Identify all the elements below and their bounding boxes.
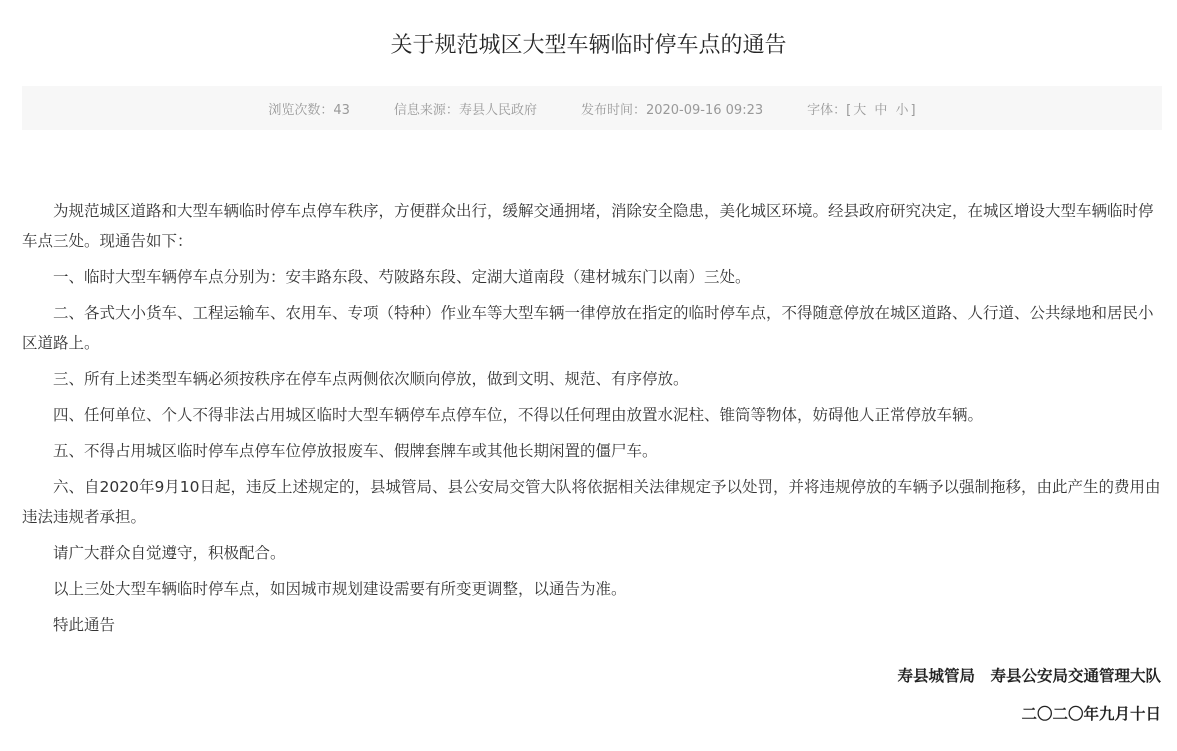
font-large-button[interactable]: 大 <box>853 102 867 118</box>
font-small-button[interactable]: 小 <box>895 102 909 118</box>
paragraph-intro: 为规范城区道路和大型车辆临时停车点停车秩序，方便群众出行，缓解交通拥堵，消除安全隐患，美化城区环境。经县政府研究决定，在城区增设大型车辆临时停车点三处。现通告如下： <box>22 202 1154 250</box>
view-count-value: 43 <box>333 102 350 118</box>
paragraph-closing: 特此通告 <box>53 616 116 634</box>
info-source-value: 寿县人民政府 <box>458 102 537 118</box>
paragraph-item-6: 六、自2020年9月10日起，违反上述规定的，县城管局、县公安局交管大队将依据相关法律规定予以处罚，并将违规停放的车辆予以强制拖移，由此产生的费用由违法违规者承担。 <box>22 478 1161 526</box>
font-size-switcher <box>807 99 916 118</box>
paragraph-note: 以上三处大型车辆临时停车点，如因城市规划建设需要有所变更调整，以通告为准。 <box>53 580 627 598</box>
info-source <box>394 99 537 118</box>
font-medium-button[interactable]: 中 <box>874 102 888 118</box>
font-size-label: 字体： <box>807 102 847 118</box>
font-bracket-close: ] <box>910 102 916 118</box>
view-count <box>268 99 350 118</box>
paragraph-item-3: 三、所有上述类型车辆必须按秩序在停车点两侧依次顺向停放，做到文明、规范、有序停放。 <box>53 370 689 388</box>
font-bracket-open: [ <box>846 102 852 118</box>
signature-issuers: 寿县城管局 寿县公安局交通管理大队 <box>897 667 1161 685</box>
paragraph-item-1: 一、临时大型车辆停车点分别为：安丰路东段、芍陂路东段、定湖大道南段（建材城东门以南）三处。 <box>53 268 751 286</box>
paragraph-appeal: 请广大群众自觉遵守，积极配合。 <box>53 544 286 562</box>
article-title: 关于规范城区大型车辆临时停车点的通告 <box>390 33 787 58</box>
view-count-label: 浏览次数： <box>268 102 334 118</box>
publish-time-label: 发布时间： <box>580 102 646 118</box>
info-source-label: 信息来源： <box>393 102 459 118</box>
article-meta-bar <box>22 86 1162 130</box>
paragraph-item-4: 四、任何单位、个人不得非法占用城区临时大型车辆停车点停车位，不得以任何理由放置水泥柱、锥筒等物体，妨碍他人正常停放车辆。 <box>53 406 984 424</box>
publish-time-value: 2020-09-16 09:23 <box>645 102 764 118</box>
publish-time <box>581 99 763 118</box>
paragraph-item-5: 五、不得占用城区临时停车点停车位停放报废车、假牌套牌车或其他长期闲置的僵尸车。 <box>53 442 658 460</box>
article-body <box>22 196 1162 646</box>
signature-date: 二〇二〇年九月十日 <box>1021 705 1161 723</box>
paragraph-item-2: 二、各式大小货车、工程运输车、农用车、专项（特种）作业车等大型车辆一律停放在指定的临时停车点，不得随意停放在城区道路、人行道、公共绿地和居民小区道路上。 <box>22 304 1154 352</box>
